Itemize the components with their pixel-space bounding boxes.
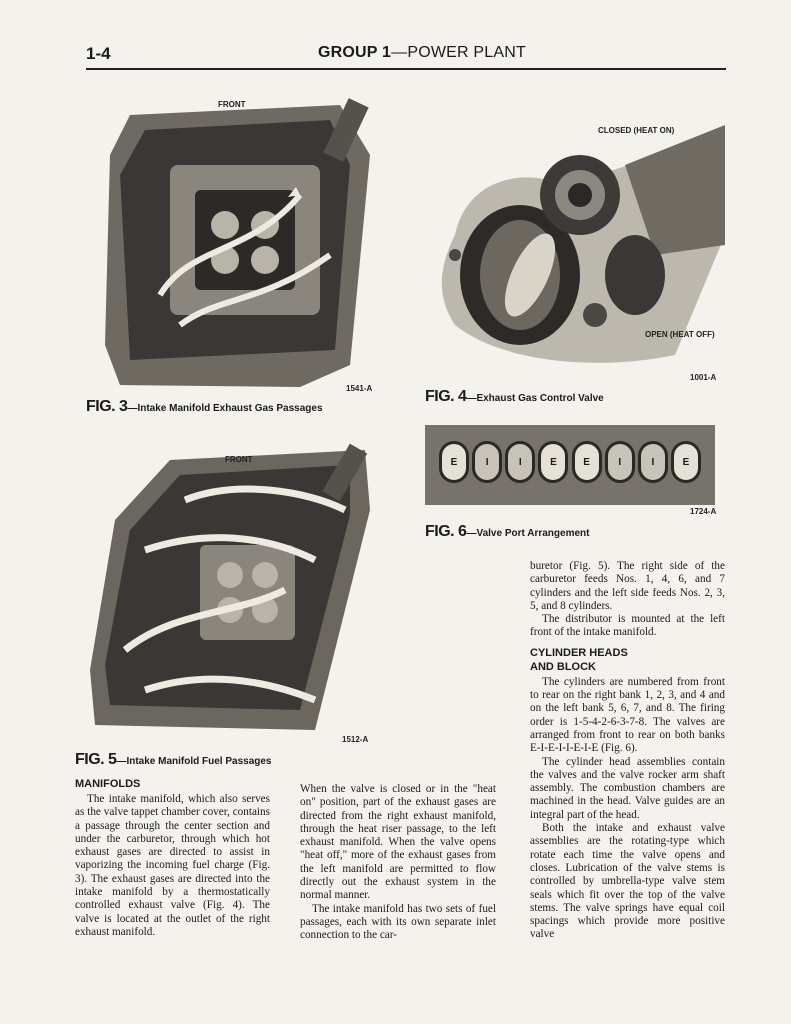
fig5-number: FIG. 5 [75, 751, 117, 768]
fig3-number: FIG. 3 [86, 398, 128, 415]
port-label: I [518, 456, 522, 468]
port-i-4 [638, 441, 668, 483]
port-i-1 [472, 441, 502, 483]
paragraph: The distributor is mounted at the left front of the intake manifold. [530, 613, 725, 639]
paragraph: Both the intake and exhaust valve assemblies are the rotating-type which rotate each time the valve opens and closes. Lubrication of the valve stems is controlled by umbrella-type valve stem seals which fit over the top of the valve stems. The valve springs have equal coil spacings which provide more positive valve [530, 822, 725, 941]
column-2 [300, 783, 496, 943]
fig6-caption [425, 523, 589, 541]
column-3 [530, 560, 725, 942]
port-label: E [682, 456, 690, 468]
fig4-open-label: OPEN (HEAT OFF) [645, 330, 715, 339]
column-1 [75, 777, 270, 939]
paragraph: The cylinders are numbered from front to rear on the right bank 1, 2, 3, and 4 and on the left bank 5, 6, 7, and 8. The firing order is 1-5-4-2-6-3-7-8. The valves are arranged from front to rear on both banks E-I-E-I-I-E-I-E (Fig. 6). [530, 675, 725, 755]
fig6-caption-text: —Valve Port Arrangement [466, 528, 590, 539]
fig5-caption [75, 751, 272, 769]
fig3-caption-text: —Intake Manifold Exhaust Gas Passages [127, 403, 323, 414]
paragraph: buretor (Fig. 5). The right side of the carburetor feeds Nos. 1, 4, 6, and 7 cylinders and the left side feeds Nos. 2, 3, 5, and 8 cylinders. [530, 560, 725, 612]
fig6-port-row [439, 441, 701, 485]
fig6-code: 1724-A [690, 507, 717, 516]
paragraph: The intake manifold has two sets of fuel passages, each with its own separate inlet connection to the car- [300, 902, 496, 942]
port-i-3 [605, 441, 635, 483]
fig3-front-label: FRONT [218, 100, 246, 109]
fig6-number: FIG. 6 [425, 523, 467, 540]
fig4-closed-label: CLOSED (HEAT ON) [598, 126, 675, 135]
intake-manifold-fuel-image [85, 440, 380, 740]
port-label: I [651, 456, 655, 468]
fig6-photo [425, 425, 715, 505]
paragraph: The intake manifold, which also serves as the valve tappet chamber cover, contains a passage through the center section and under the carburetor, through which hot exhaust gases are directed to assist in vaporizing the incoming fuel charge (Fig. 3). The exhaust gases are directed into the intake manifold by a thermostatically controlled exhaust valve (Fig. 4). The valve is located at the outlet of the right exhaust manifold. [75, 793, 270, 938]
section-heading-manifolds: MANIFOLDS [75, 778, 141, 790]
heading-line-2: AND BLOCK [530, 660, 596, 673]
fig3-code: 1541-A [346, 384, 373, 393]
port-label: E [450, 456, 458, 468]
fig4-caption-text: —Exhaust Gas Control Valve [466, 393, 604, 404]
intake-manifold-image [100, 95, 380, 390]
heading-line-1: CYLINDER HEADS [530, 646, 628, 659]
page-number: 1-4 [86, 44, 111, 63]
port-e-3 [572, 441, 602, 483]
group-label: GROUP 1 [318, 44, 392, 61]
fig5-photo [85, 440, 380, 740]
group-subtitle: —POWER PLANT [391, 44, 527, 61]
paragraph: When the valve is closed or in the "heat on" position, part of the exhaust gases are directed from the right exhaust manifold, through the heat riser passage, to the left exhaust manifold. When the valve opens "heat off," more of the exhaust gases from the left manifold are permitted to flow directly out the exhaust system in the normal manner. [300, 783, 496, 902]
fig5-front-label: FRONT [225, 455, 253, 464]
fig5-code: 1512-A [342, 735, 369, 744]
port-label: I [485, 456, 489, 468]
fig4-number: FIG. 4 [425, 388, 467, 405]
fig3-caption [86, 398, 323, 416]
fig4-code: 1001-A [690, 373, 717, 382]
fig5-caption-text: —Intake Manifold Fuel Passages [116, 756, 272, 767]
port-label: I [618, 456, 622, 468]
fig3-photo [100, 95, 380, 390]
port-e-4 [671, 441, 701, 483]
port-e-1 [439, 441, 469, 483]
paragraph: The cylinder head assemblies contain the valves and the valve rocker arm shaft assembly. The combustion chambers are machined in the head. Valve guides are an integral part of the head. [530, 755, 725, 821]
port-i-2 [505, 441, 535, 483]
section-heading-cylinder-heads [530, 646, 725, 674]
fig4-caption [425, 388, 604, 406]
port-label: E [550, 456, 557, 468]
header-rule [86, 68, 726, 70]
port-label: E [583, 456, 590, 468]
page-title [318, 44, 526, 62]
port-e-2 [538, 441, 568, 483]
